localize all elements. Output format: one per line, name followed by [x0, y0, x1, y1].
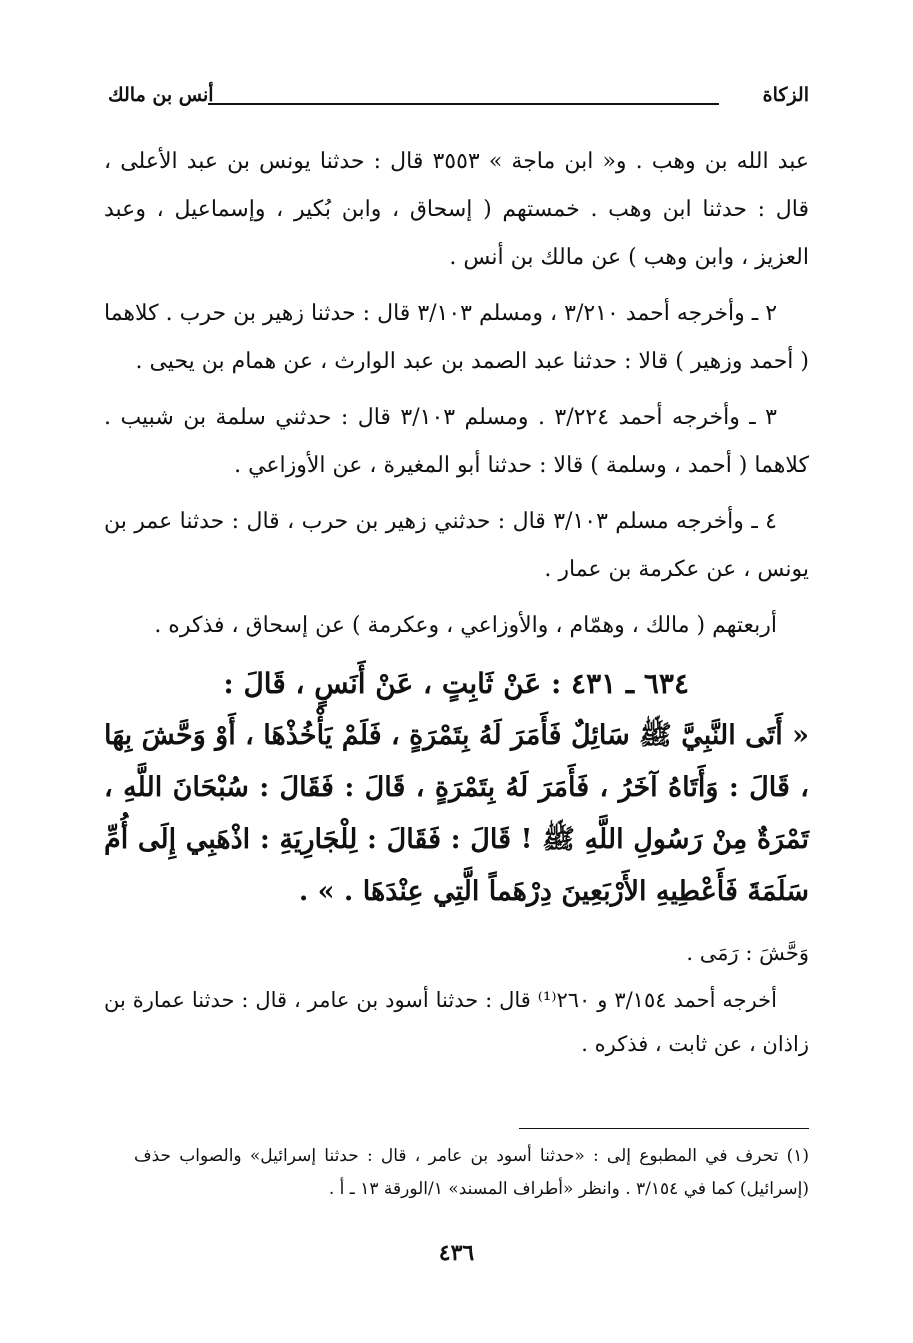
paragraph-2: ٢ ـ وأخرجه أحمد ٣/٢١٠ ، ومسلم ٣/١٠٣ قال : حدثنا زهير بن حرب . كلاهما ( أحمد وزهير ) قالا : حدثنا عبد الصمد بن عبد الوارث ، عن همام بن يحيى .: [104, 301, 809, 374]
paragraph-1: عبد الله بن وهب . و« ابن ماجة » ٣٥٥٣ قال : حدثنا يونس بن عبد الأعلى ، قال : حدثنا ابن وهب . خمستهم ( إسحاق ، وابن بُكير ، وإسماعيل ، وعبد العزيز ، وابن وهب ) عن مالك بن أنس .: [104, 149, 809, 270]
takhrij-paragraph: أخرجه أحمد ٣/١٥٤ و ٢٦٠⁽¹⁾ قال : حدثنا أسود بن عامر ، قال : حدثنا عمارة بن زاذان ، عن ثابت ، فذكره .: [104, 988, 809, 1056]
header-section-title: الزكاة: [762, 84, 809, 106]
page-number: ٤٣٦: [438, 1240, 475, 1266]
main-text: [104, 138, 809, 1066]
hadith-number-line: ٦٣٤ ـ ٤٣١ : عَنْ ثَابِتٍ ، عَنْ أَنَسٍ ، قَالَ :: [223, 667, 689, 700]
paragraph-5: أربعتهم ( مالك ، وهمّام ، والأوزاعي ، وعكرمة ) عن إسحاق ، فذكره .: [154, 613, 777, 638]
hadith-text: « أَتَى النَّبِيَّ ﷺ سَائِلٌ فَأَمَرَ لَهُ بِتَمْرَةٍ ، فَلَمْ يَأْخُذْهَا ، أَوْ وَحَّشَ بِهَا ، قَالَ : وَأَتَاهُ آخَرُ ، فَأَمَرَ لَهُ بِتَمْرَةٍ ، قَالَ : فَقَالَ : سُبْحَانَ اللَّهِ ، تَمْرَةٌ مِنْ رَسُولِ اللَّهِ ﷺ ! قَالَ : فَقَالَ : لِلْجَارِيَةِ : اذْهَبِي إِلَى أُمِّ سَلَمَةَ فَأَعْطِيهِ الأَرْبَعِينَ دِرْهَماً الَّتِي عِنْدَهَا . » .: [104, 720, 809, 907]
header-musnad-title: أنس بن مالك: [108, 84, 214, 106]
hadith-block: [104, 658, 809, 918]
paragraph-4: ٤ ـ وأخرجه مسلم ٣/١٠٣ قال : حدثني زهير بن حرب ، قال : حدثنا عمر بن يونس ، عن عكرمة بن عمار .: [104, 509, 809, 582]
paragraph-3: ٣ ـ وأخرجه أحمد ٣/٢٢٤ . ومسلم ٣/١٠٣ قال : حدثني سلمة بن شبيب . كلاهما ( أحمد ، وسلمة ) قالا : حدثنا أبو المغيرة ، عن الأوزاعي .: [104, 405, 809, 478]
footnote-1: (١) تحرف في المطبوع إلى : «حدثنا أسود بن عامر ، قال : حدثنا إسرائيل» والصواب حذف (إسرائيل) كما في ٣/١٥٤ . وانظر «أطراف المسند» ١/الورقة ١٣ ـ أ .: [134, 1146, 809, 1199]
header-rule: [208, 103, 719, 105]
running-header: [108, 84, 809, 114]
word-gloss: وَحَّشَ : رَمَى .: [686, 941, 809, 965]
footnote-separator: [519, 1128, 809, 1129]
